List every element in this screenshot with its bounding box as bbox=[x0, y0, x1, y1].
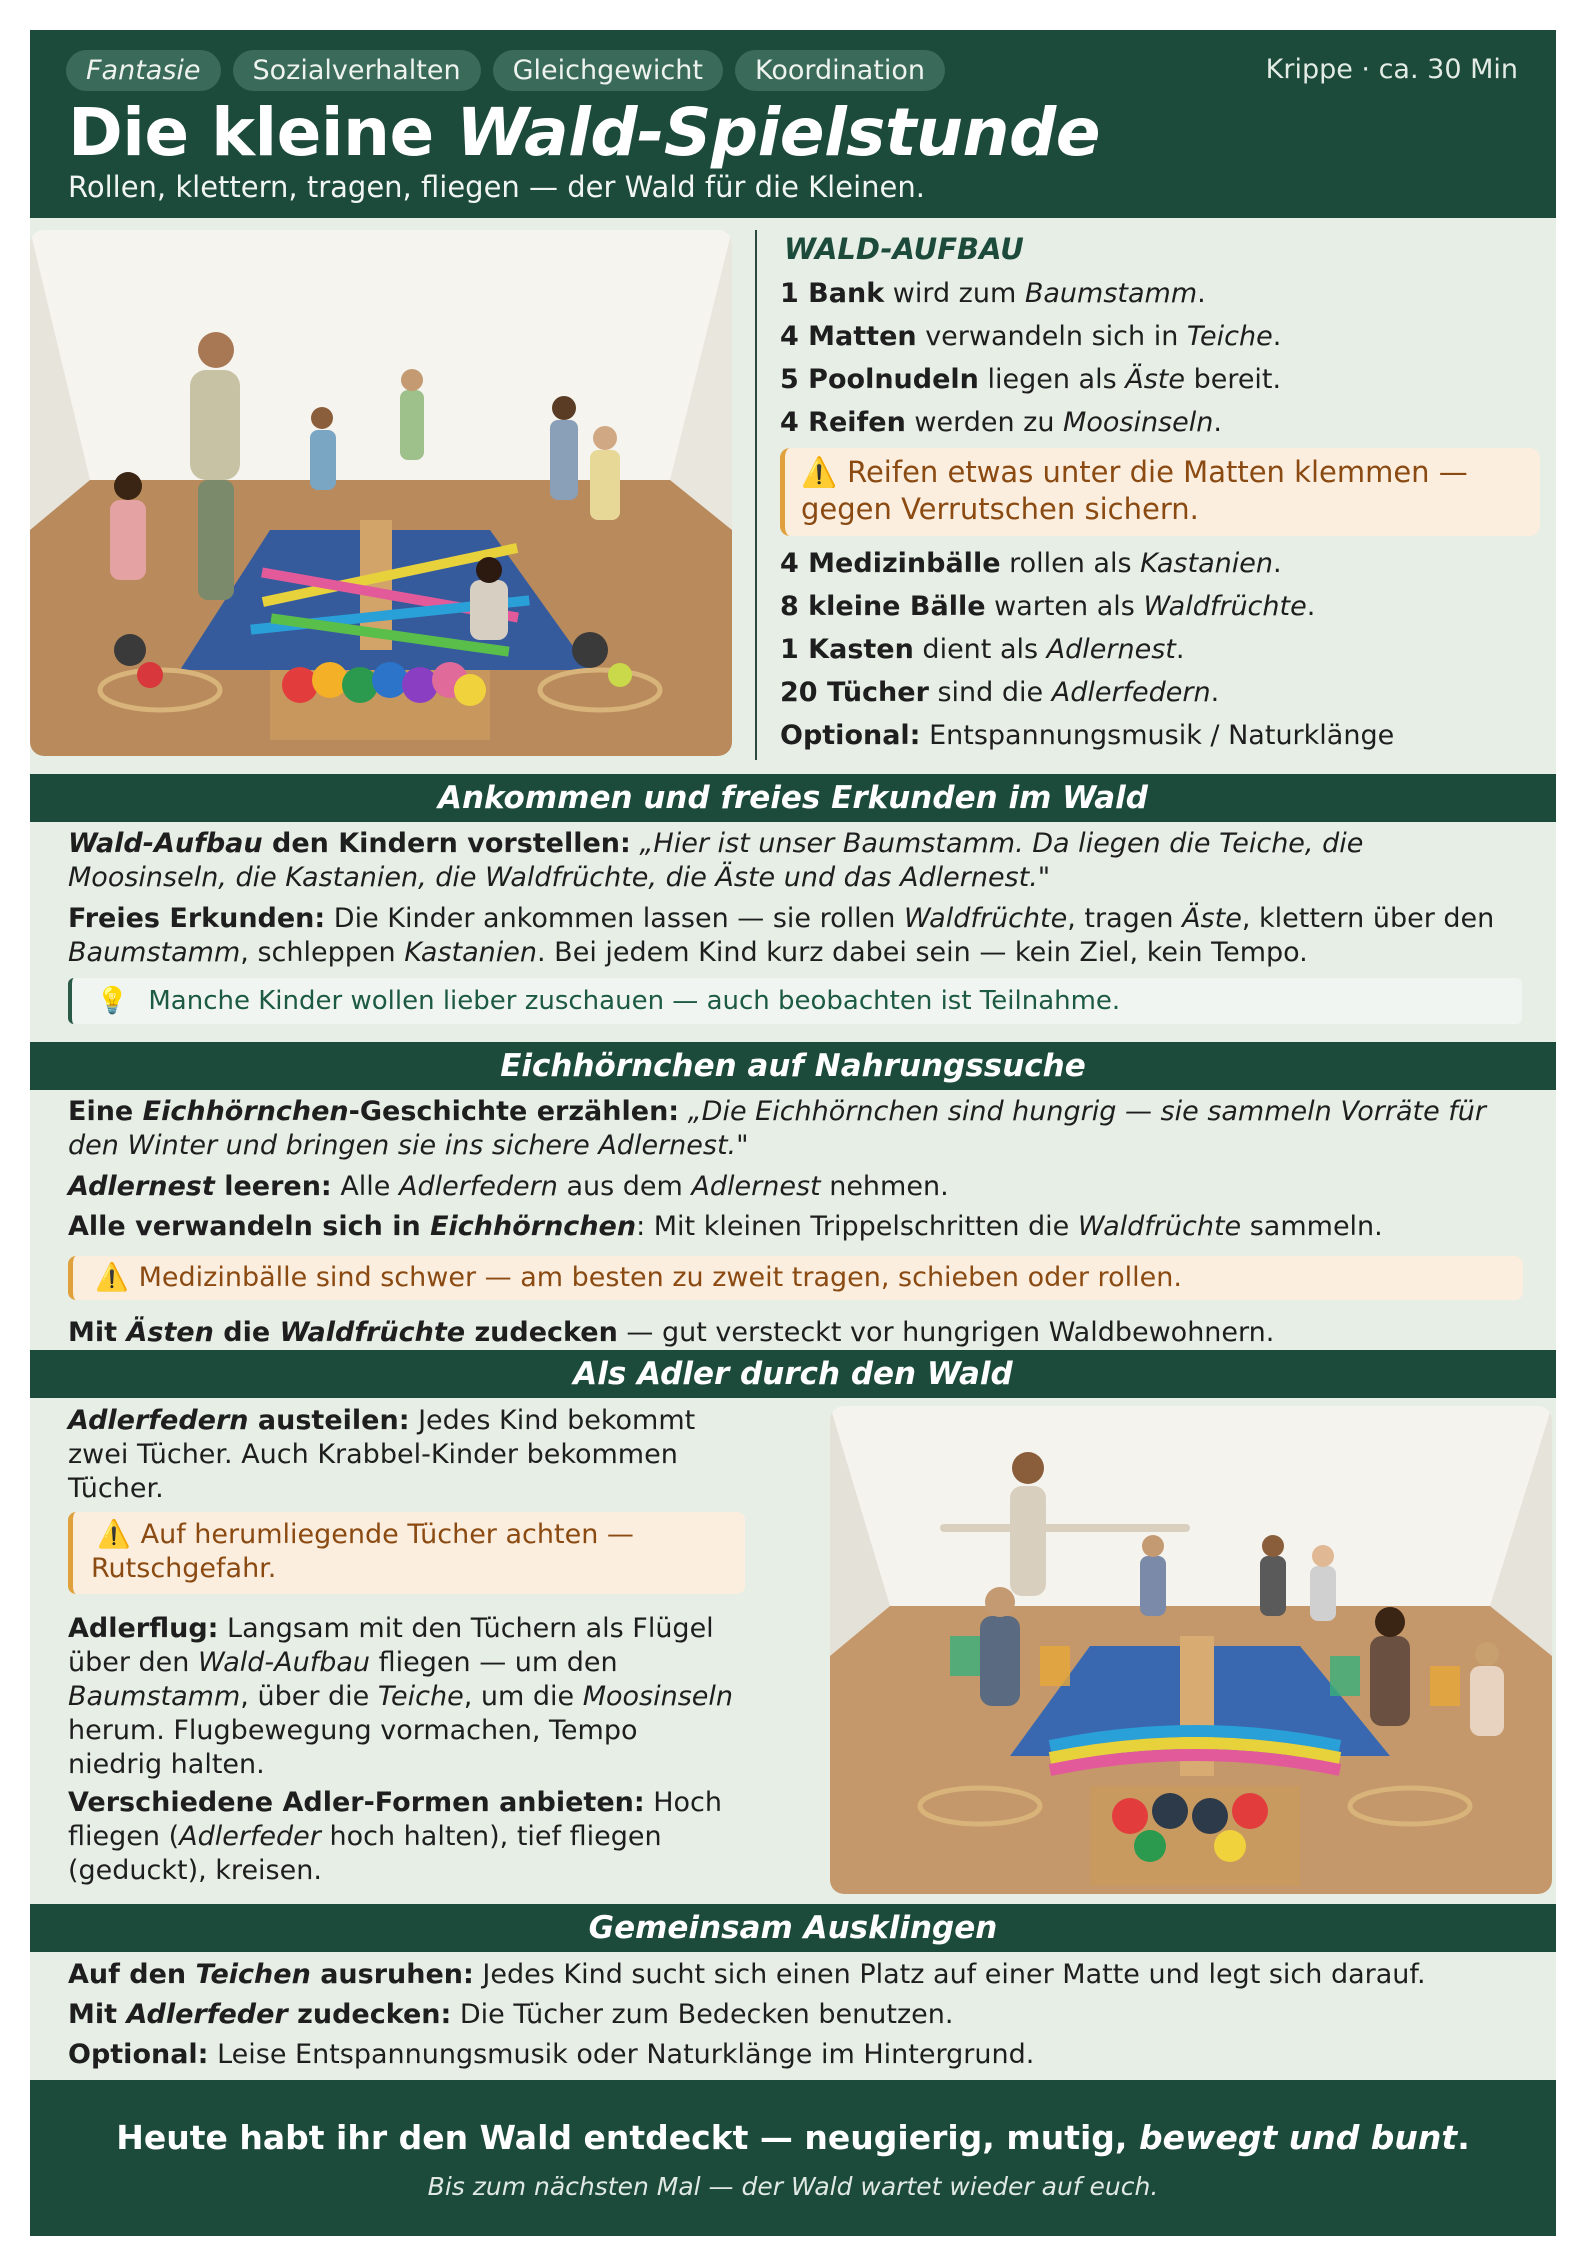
s3-flight: Adlerflug: Langsam mit den Tüchern als Flügel über den Wald-Aufbau fliegen — um den Baumstamm, über die Teiche, um die Moosinseln herum. Flugbewegung vormachen, Tempo niedrig halten. bbox=[68, 1613, 733, 1780]
s2-empty-nest: Adlernest leeren: Alle Adlerfedern aus dem Adlernest nehmen. bbox=[68, 1171, 949, 1202]
page-title: Die kleine Wald-Spielstunde bbox=[68, 94, 1100, 171]
s4-cover: Mit Adlerfeder zudecken: Die Tücher zum Bedecken benutzen. bbox=[68, 1999, 954, 2030]
footer bbox=[30, 2080, 1556, 2236]
setup-item: 4 Matten verwandeln sich in Teiche. bbox=[780, 321, 1282, 352]
page-subtitle: Rollen, klettern, tragen, fliegen — der Wald für die Kleinen. bbox=[68, 170, 925, 204]
s2-warning: ⚠️ Medizinbälle sind schwer — am besten zu zweit tragen, schieben oder rollen. bbox=[68, 1256, 1523, 1300]
tag-fantasie: Fantasie bbox=[66, 50, 221, 91]
tag-sozialverhalten: Sozialverhalten bbox=[233, 50, 481, 91]
meta-info: Krippe · ca. 30 Min bbox=[1265, 54, 1518, 85]
divider-line bbox=[755, 230, 757, 760]
section-header-ankommen: Ankommen und freies Erkunden im Wald bbox=[30, 774, 1556, 822]
setup-photo bbox=[30, 230, 732, 756]
setup-item: 1 Bank wird zum Baumstamm. bbox=[780, 278, 1206, 309]
section-header-ausklingen: Gemeinsam Ausklingen bbox=[30, 1904, 1556, 1952]
section-header-adler: Als Adler durch den Wald bbox=[30, 1350, 1556, 1398]
setup-item: 4 Reifen werden zu Moosinseln. bbox=[780, 407, 1222, 438]
warning-icon: ⚠️ bbox=[97, 1519, 131, 1550]
setup-item: 8 kleine Bälle warten als Waldfrüchte. bbox=[780, 591, 1316, 622]
setup-item: 20 Tücher sind die Adlerfedern. bbox=[780, 677, 1220, 708]
s2-cover: Mit Ästen die Waldfrüchte zudecken — gut versteckt vor hungrigen Waldbewohnern. bbox=[68, 1317, 1275, 1348]
s4-rest: Auf den Teichen ausruhen: Jedes Kind sucht sich einen Platz auf einer Matte und legt sich darauf. bbox=[68, 1959, 1426, 1990]
s2-transform: Alle verwandeln sich in Eichhörnchen: Mit kleinen Trippelschritten die Waldfrüchte sammeln. bbox=[68, 1211, 1383, 1242]
s1-explore: Freies Erkunden: Die Kinder ankommen lassen — sie rollen Waldfrüchte, tragen Äste, klettern über den Baumstamm, schleppen Kastanien. Bei jedem Kind kurz dabei sein — kein Ziel, kein Tempo. bbox=[68, 903, 1495, 968]
setup-item: 1 Kasten dient als Adlernest. bbox=[780, 634, 1185, 665]
s3-forms: Verschiedene Adler-Formen anbieten: Hoch fliegen (Adlerfeder hoch halten), tief fliegen (geduckt), kreisen. bbox=[68, 1787, 723, 1886]
setup-list bbox=[780, 228, 1540, 757]
setup-item: 5 Poolnudeln liegen als Äste bereit. bbox=[780, 364, 1282, 395]
setup-warning: ⚠️ Reifen etwas unter die Matten klemmen — gegen Verrutschen sichern. bbox=[780, 448, 1540, 536]
s3-distribute: Adlerfedern austeilen: Jedes Kind bekommt zwei Tücher. Auch Krabbel-Kinder bekommen Tücher. bbox=[68, 1405, 696, 1504]
setup-item: Optional: Entspannungsmusik / Naturklänge bbox=[780, 720, 1395, 751]
tag-list bbox=[66, 50, 945, 91]
tag-gleichgewicht: Gleichgewicht bbox=[493, 50, 723, 91]
setup-title: WALD-AUFBAU bbox=[784, 232, 1024, 266]
footer-message: Heute habt ihr den Wald entdeckt — neugierig, mutig, bewegt und bunt. bbox=[116, 2118, 1470, 2157]
footer-subline: Bis zum nächsten Mal — der Wald wartet wieder auf euch. bbox=[427, 2172, 1159, 2201]
tag-koordination: Koordination bbox=[735, 50, 945, 91]
s1-intro: Wald-Aufbau den Kindern vorstellen: „Hier ist unser Baumstamm. Da liegen die Teiche, die Moosinseln, die Kastanien, die Waldfrüchte, die Äste und das Adlernest." bbox=[68, 828, 1364, 893]
s3-warning: ⚠️ Auf herumliegende Tücher achten — Rutschgefahr. bbox=[68, 1512, 745, 1594]
warning-icon: ⚠️ bbox=[95, 1262, 129, 1293]
eagle-photo bbox=[830, 1406, 1552, 1894]
s1-tip: 💡 Manche Kinder wollen lieber zuschauen — auch beobachten ist Teilnahme. bbox=[68, 978, 1522, 1024]
s4-optional: Optional: Leise Entspannungsmusik oder Naturklänge im Hintergrund. bbox=[68, 2039, 1035, 2070]
s2-story: Eine Eichhörnchen-Geschichte erzählen: „Die Eichhörnchen sind hungrig — sie sammeln Vorräte für den Winter und bringen sie ins sichere Adlernest." bbox=[68, 1096, 1486, 1161]
warning-icon: ⚠️ bbox=[801, 455, 838, 489]
page bbox=[30, 30, 1556, 2236]
section-header-eichhoernchen: Eichhörnchen auf Nahrungssuche bbox=[30, 1042, 1556, 1090]
setup-item: 4 Medizinbälle rollen als Kastanien. bbox=[780, 548, 1282, 579]
lightbulb-icon: 💡 bbox=[96, 986, 129, 1016]
header bbox=[30, 30, 1556, 218]
